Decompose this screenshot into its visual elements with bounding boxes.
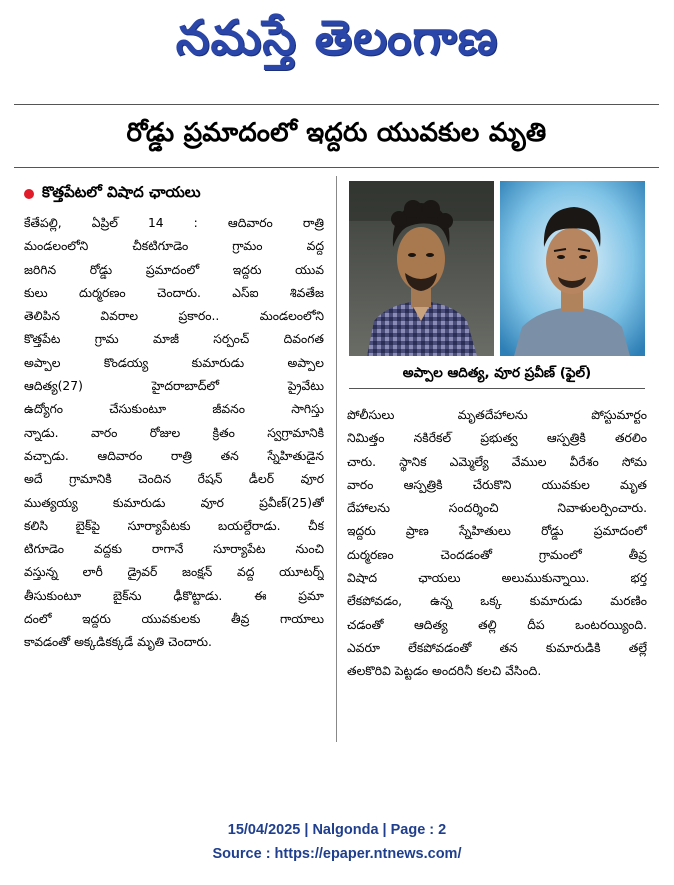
article-text-line: వస్తున్న లారీ డ్రైవర్ జంక్షన్ వద్ద యూటర్న్ (24, 565, 324, 580)
portrait-image (349, 181, 494, 356)
article-text-line: పోలీసులు మృతదేహాలను పోస్టుమార్టం (347, 408, 647, 422)
article-text-line: అప్పాల కొండయ్య కుమారుడు అప్పాల (24, 355, 324, 370)
article-text-line: కొత్తపేట గ్రామ మాజీ సర్పంచ్ దివంగత (24, 332, 324, 347)
column-divider (336, 176, 337, 742)
article-text-line: ముత్యయ్య కుమారుడు వూర ప్రవీణ్(25)తో (24, 495, 324, 510)
article-text-line: చారు. స్థానిక ఎమ్మెల్యే వేముల వీరేశం సోమ (347, 454, 647, 469)
photo-appala-aditya (349, 181, 494, 356)
portrait-image (500, 181, 645, 356)
headline-box (14, 104, 659, 168)
bullet-icon (24, 189, 34, 199)
article-text-line: ఎవరూ లేకపోవడంతో తన కుమారుడికి తల్లే (347, 640, 647, 655)
article-text-line: విషాద ఛాయలు అలుముకున్నాయి. భర్త (347, 571, 647, 586)
subhead-text: కొత్తపేటలో విషాద ఛాయలు (42, 183, 201, 201)
article-left-column (24, 212, 324, 655)
article-text-line: కేతేపల్లి, ఏప్రిల్ 14 : ఆదివారం రాత్రి (24, 216, 324, 230)
photo-caption: అప్పాల ఆదిత్య, వూర ప్రవీణ్ (ఫైల్) (349, 360, 645, 389)
article-text-line: తీసుకుంటూ బైక్‌ను ఢీకొట్టాడు. ఈ ప్రమా (24, 588, 324, 603)
newspaper-logo: నమస్తే తెలంగాణ (175, 10, 499, 66)
article-text-line: ఇద్దరు ప్రాణ స్నేహితులు రోడ్డు ప్రమాదంలో (347, 524, 647, 539)
article-text-line: వారం ఆస్పత్రికి చేరుకొని యువకుల మృత (347, 477, 647, 492)
article-text-line: దంలో ఇద్దరు యువకులకు తీవ్ర గాయాలు (24, 612, 324, 627)
article-text-line: వచ్చాడు. ఆదివారం రాత్రి తన స్నేహితుడైన (24, 448, 324, 463)
article-text-line: దేహాలను సందర్శించి నివాళులర్పించారు. (347, 501, 647, 516)
article-text-line: మండలంలోని చీకటిగూడెం గ్రామం వద్ద (24, 239, 324, 254)
footer-source-link[interactable]: Source : https://epaper.ntnews.com/ (212, 846, 462, 862)
article-text-line: కులు దుర్మరణం చెందారు. ఎస్ఐ శివతేజ (24, 285, 324, 300)
article-text-line: న్నాడు. వారం రోజుల క్రితం స్వగ్రామానికి (24, 425, 324, 440)
article-text-line: తెలిపిన వివరాల ప్రకారం.. మండలంలోని (24, 309, 324, 324)
article-text-line: నిమిత్తం నకిరేకల్ ప్రభుత్వ ఆస్పత్రికి తరలిం (347, 431, 647, 446)
subhead (24, 183, 201, 205)
article-text-line: చడంతో ఆదిత్య తల్లి దీప ఒంటరయ్యింది. (347, 617, 647, 632)
article-text-line: ఆదిత్య(27) హైదరాబాద్‌లో ప్రైవేటు (24, 379, 324, 394)
article-text-line: కలిసి బైక్‌పై సూర్యాపేటకు బయల్దేరాడు. చీక (24, 518, 324, 533)
photo-voora-praveen (500, 181, 645, 356)
article-right-column (347, 404, 647, 684)
article-text-line: ఉద్యోగం చేసుకుంటూ జీవనం సాగిస్తు (24, 402, 324, 417)
masthead (0, 2, 674, 74)
article-text-line: అదే గ్రామానికి చెందిన రేషన్ డీలర్ వూర (24, 472, 324, 487)
article-text-line: కావడంతో అక్కడికక్కడే మృతి చెందారు. (24, 635, 212, 650)
article-text-line: టిగూడెం వద్దకు రాగానే సూర్యాపేట నుంచి (24, 542, 324, 557)
article-text-line: లేకపోవడం, ఉన్న ఒక్క కుమారుడు మరణిం (347, 594, 647, 609)
article-text-line: దుర్మరణం చెందడంతో గ్రామంలో తీవ్ర (347, 547, 647, 562)
article-text-line: జరిగిన రోడ్డు ప్రమాదంలో ఇద్దరు యువ (24, 262, 324, 277)
article-text-line: తలకొరివి పెట్టడం అందరినీ కలచి వేసింది. (347, 664, 542, 679)
footer-edition-info: 15/04/2025 | Nalgonda | Page : 2 (227, 822, 447, 838)
headline: రోడ్డు ప్రమాదంలో ఇద్దరు యువకుల మృతి (126, 118, 547, 148)
